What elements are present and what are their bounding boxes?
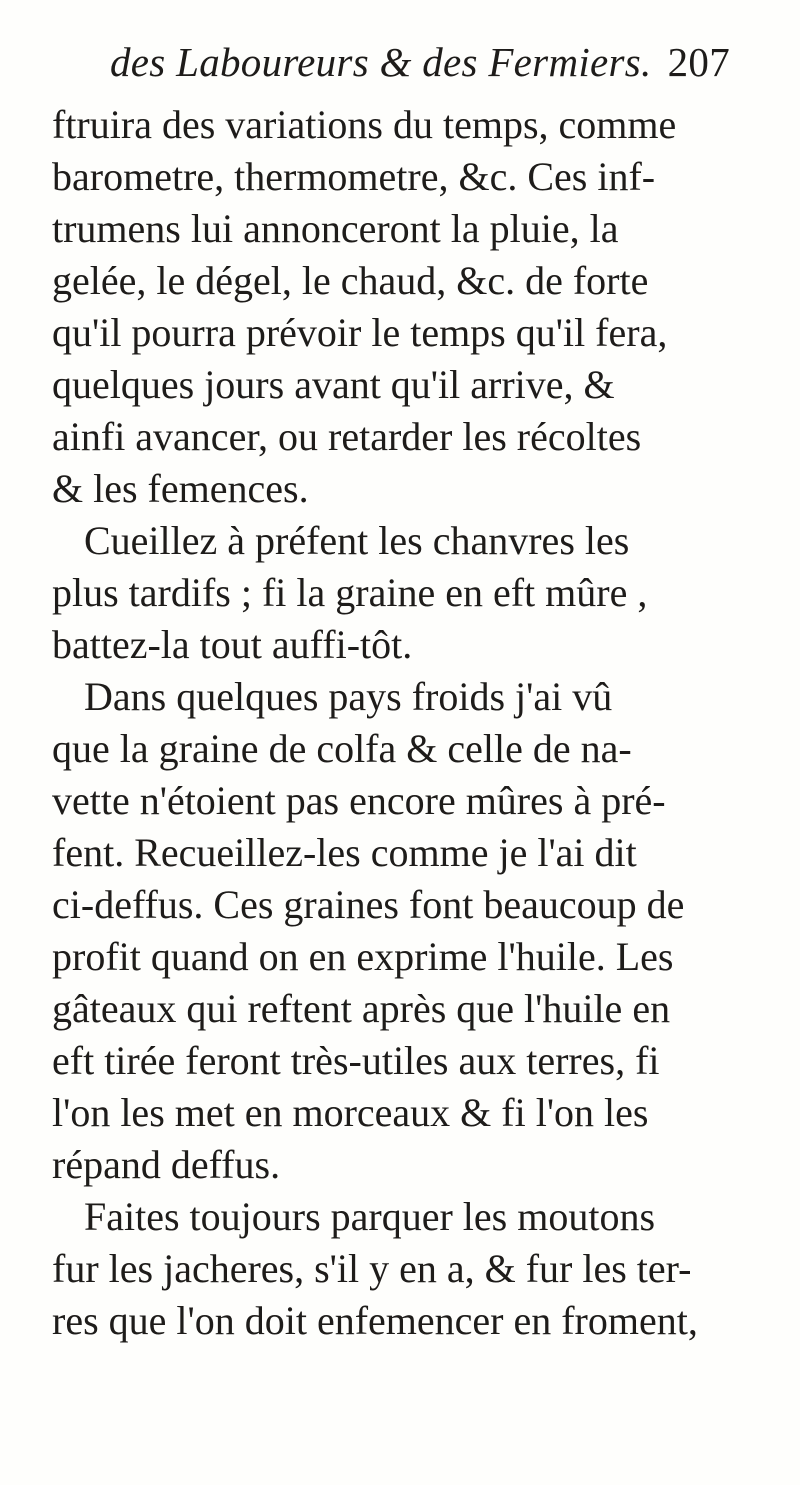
text-line: trumens lui annonceront la pluie, la: [52, 206, 619, 251]
text-line: Faites toujours parquer les moutons: [84, 1194, 656, 1239]
running-header: [110, 38, 730, 90]
text-line: gâteaux qui reftent après que l'huile en: [52, 986, 671, 1031]
text-line: l'on les met en morceaux & fi l'on les: [52, 1090, 649, 1135]
text-line: fent. Recueillez-les comme je l'ai dit: [52, 830, 637, 875]
text-line: ainfi avancer, ou retarder les récoltes: [52, 414, 642, 459]
text-line: ftruira des variations du temps, comme: [52, 102, 677, 147]
text-line: vette n'étoient pas encore mûres à pré-: [52, 778, 666, 823]
page-number: 207: [667, 39, 730, 85]
text-line: quelques jours avant qu'il arrive, &: [52, 362, 615, 407]
text-line: eft tirée feront très-utiles aux terres, fi: [52, 1038, 660, 1083]
text-line: res que l'on doit enfemencer en froment,: [52, 1298, 698, 1343]
text-line: gelée, le dégel, le chaud, &c. de forte: [52, 258, 649, 303]
text-line: ci-deffus. Ces graines font beaucoup de: [52, 882, 685, 927]
text-line: répand deffus.: [52, 1142, 281, 1187]
text-line: Dans quelques pays froids j'ai vû: [84, 674, 613, 719]
text-line: battez-la tout auffi-tôt.: [52, 622, 413, 667]
text-line: profit quand on en exprime l'huile. Les: [52, 934, 674, 979]
text-line: fur les jacheres, s'il y en a, & fur les ter-: [52, 1246, 692, 1291]
running-title: des Laboureurs & des Fermiers.: [110, 39, 652, 85]
text-line: qu'il pourra prévoir le temps qu'il fera,: [52, 310, 668, 355]
text-line: que la graine de colfa & celle de na-: [52, 726, 632, 771]
text-line: & les femences.: [52, 466, 309, 511]
text-line: barometre, thermometre, &c. Ces inf-: [52, 154, 656, 199]
text-line: plus tardifs ; fi la graine en eft mûre ,: [52, 570, 648, 615]
text-line: Cueillez à préfent les chanvres les: [84, 518, 630, 563]
